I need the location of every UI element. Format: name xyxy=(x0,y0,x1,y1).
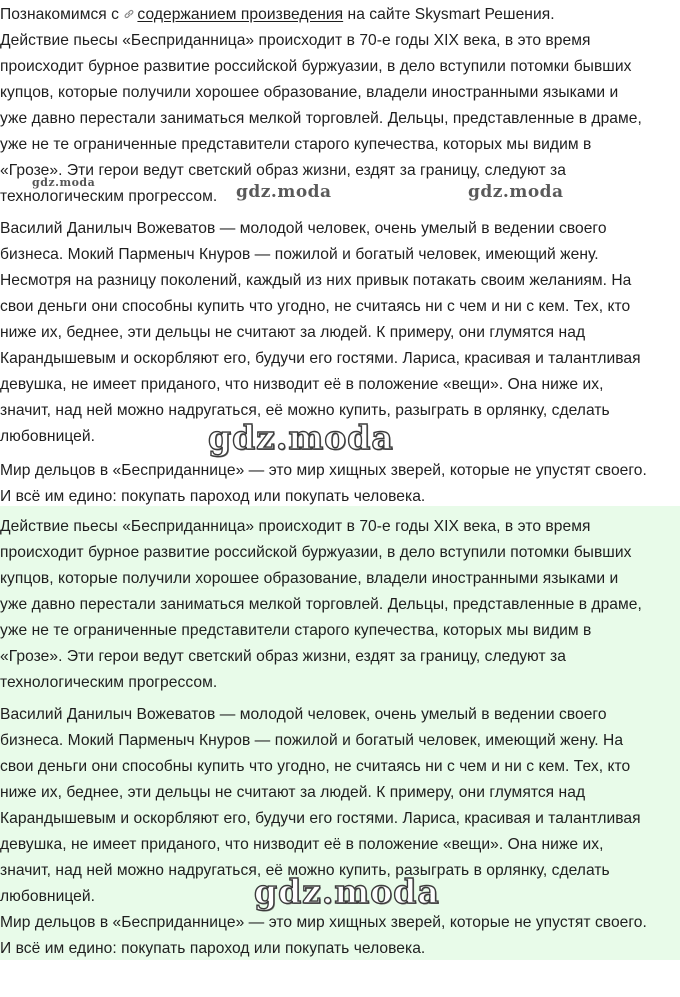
highlighted-paragraph-setting: Действие пьесы «Бесприданница» происходит в 70-е годы XIX века, в это время происходит бурное развитие российской буржуазии, в дело вступили потомки бывших купцов, которые получили хорошее образование, владели иностранными языками и уже давно перестали заниматься мелкой торговлей. Дельцы, представленные в драме, уже не те ограниченные представители старого купечества, которых мы видим в «Грозе». Эти герои ведут светский образ жизни, ездят за границу, следуют за технологическим прогрессом. xyxy=(0,518,642,691)
intro-before: Познакомимся с xyxy=(0,6,124,23)
paragraph-characters: Василий Данилыч Вожеватов — молодой человек, очень умелый в ведении своего бизнеса. Мокий Парменыч Кнуров — пожилой и богатый человек, имеющий жену. Несмотря на разницу поколений, каждый из них привык потакать своим желаниям. На свои деньги они способны купить что угодно, не считаясь ни с чем и ни с кем. Тех, кто ниже их, беднее, эти дельцы не считают за людей. К примеру, они глумятся над Карандышевым и оскорбляют его, будучи его гостями. Лариса, красивая и талантливая девушка, не имеет приданого, что низводит её в положение «вещи». Она ниже их, значит, над ней можно надругаться, её можно купить, разыграть в орлянку, сделать любовницей. xyxy=(0,220,641,445)
watermark-large-1: gdz.moda xyxy=(208,418,394,457)
highlighted-paragraph-characters: Василий Данилыч Вожеватов — молодой человек, очень умелый в ведении своего бизнеса. Мокий Парменыч Кнуров — пожилой и богатый человек, имеющий жену. На свои деньги они способны купить что угодно, не считаясь ни с чем и ни с кем. Тех, кто ниже их, беднее, эти дельцы не считают за людей. К примеру, они глумятся над Карандышевым и оскорбляют его, будучи его гостями. Лариса, красивая и талантливая девушка, не имеет приданого, что низводит её в положение «вещи». Она ниже их, значит, над ней можно надругаться, её можно купить, разыграть в орлянку, сделать любовницей. xyxy=(0,706,641,905)
intro-line xyxy=(0,2,555,28)
chain-link-icon xyxy=(123,3,135,15)
watermark-small: gdz.moda xyxy=(32,176,96,189)
intro-after: на сайте Skysmart Решения. xyxy=(343,6,555,23)
paragraph-setting: Действие пьесы «Бесприданница» происходит в 70-е годы XIX века, в это время происходит бурное развитие российской буржуазии, в дело вступили потомки бывших купцов, которые получили хорошее образование, владели иностранными языками и уже давно перестали заниматься мелкой торговлей. Дельцы, представленные в драме, уже не те ограниченные представители старого купечества, которых мы видим в «Грозе». Эти герои ведут светский образ жизни, ездят за границу, следуют за технологическим прогрессом. xyxy=(0,32,642,205)
watermark-large-2: gdz.moda xyxy=(254,872,440,911)
paragraph-conclusion: Мир дельцов в «Бесприданнице» — это мир хищных зверей, которые не упустят своего. И всё им едино: покупать пароход или покупать человека. xyxy=(0,462,647,505)
watermark-mid-1: gdz.moda xyxy=(236,182,332,202)
content-link[interactable]: содержанием произведения xyxy=(137,6,344,23)
highlighted-paragraph-conclusion: Мир дельцов в «Бесприданнице» — это мир хищных зверей, которые не упустят своего. И всё им едино: покупать пароход или покупать человека. xyxy=(0,914,647,957)
highlighted-text-block xyxy=(0,506,680,960)
watermark-mid-2: gdz.moda xyxy=(468,182,564,202)
